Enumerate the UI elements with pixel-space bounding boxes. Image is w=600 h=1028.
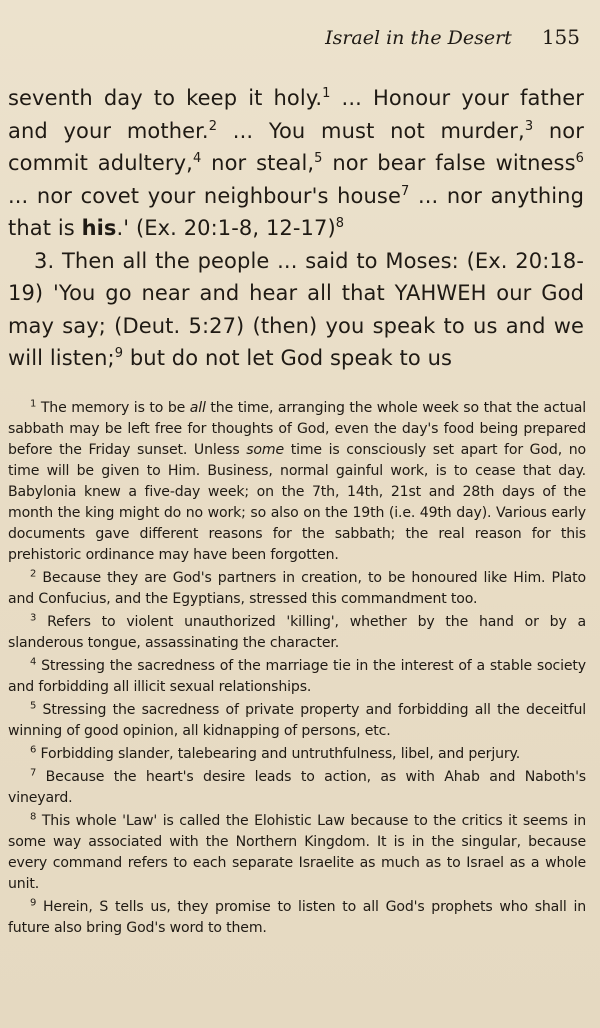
footnote-ref-9: 9 xyxy=(114,346,124,361)
footnote-2: $^2$ Because they are God's partners in creation, to be honoured like Him. Plato and Confucius, and the Egyptians, stressed this commandment too. xyxy=(8,568,586,607)
footnote-4: $^4$ Stressing the sacredness of the marriage tie in the interest of a stable society and forbidding all illicit sexual relationships. xyxy=(8,656,586,695)
footnote-3: $^3$ Refers to violent unauthorized 'killing', whether by the hand or by a slanderous tongue, assassinating the character. xyxy=(8,612,586,651)
footnote-ref-3: 3 xyxy=(524,118,534,134)
footnote-ref-5: 5 xyxy=(314,151,323,166)
running-header xyxy=(20,24,580,51)
emphasis-his: his xyxy=(81,216,117,240)
paragraph-people-to-moses: 3. Then all the people ... said to Moses: (Ex. 20:18-19) 'You go near and hear all that YAHWEH our God may say; (Deut. 5:27) (then) you speak to us and we will listen;$^9$ but do not let God speak to us xyxy=(8,248,584,370)
footnote-5: $^5$ Stressing the sacredness of private property and forbidding all the deceitful winning of good opinion, all kidnapping of persons, etc. xyxy=(8,700,586,739)
footnote-ref-1: 1 xyxy=(322,86,331,101)
footnote-7: $^7$ Because the heart's desire leads to action, as with Ahab and Naboth's vineyard. xyxy=(8,767,586,806)
chapter-title: Israel in the Desert xyxy=(325,27,512,49)
main-text xyxy=(8,82,584,375)
footnote-6: $^6$ Forbidding slander, talebearing and untruthfulness, libel, and perjury. xyxy=(30,744,521,762)
paragraph-commandments: seventh day to keep it holy.$^1$ ... Honour your father and your mother.$^2$ ... You must not murder,$^3$ nor commit adultery,$^4$ nor steal,$^5$ nor bear false witness$^6$ ... nor covet your neighbour's house$^7$ ... nor anything that is his.' (Ex. 20:1-8, 12-17)$^8$ xyxy=(8,86,585,240)
footnote-ref-8: 8 xyxy=(335,216,345,231)
footnote-9: $^9$ Herein, S tells us, they promise to listen to all God's prophets who shall in future also bring God's word to them. xyxy=(8,897,586,936)
footnote-8: $^8$ This whole 'Law' is called the Elohistic Law because to the critics it seems in some way associated with the Northern Kingdom. It is in the singular, because every command refers to each separate Israelite as much as to Israel as a whole unit. xyxy=(8,811,586,892)
footnote-1: $^1$ The memory is to be all the time, arranging the whole week so that the actual sabbath may be left free for thoughts of God, even the day's food being prepared before the Friday sunset. Unless some time is consciously set apart for God, no time will be given to Him. Business, normal gainful work, is to cease that day. Babylonia knew a five-day week; on the 7th, 14th, 21st and 28th days of the month the king might do no work; so also on the 19th (i.e. 49th day). Various early documents gave different reasons for the sabbath; the real reason for this prehistoric ordinance may have been forgotten. xyxy=(8,398,587,563)
footnote-ref-4: 4 xyxy=(192,151,202,166)
footnote-ref-2: 2 xyxy=(208,118,218,134)
page-number: 155 xyxy=(541,25,580,49)
footnote-ref-7: 7 xyxy=(400,183,410,199)
footnote-ref-6: 6 xyxy=(575,151,585,166)
footnotes xyxy=(8,398,586,941)
